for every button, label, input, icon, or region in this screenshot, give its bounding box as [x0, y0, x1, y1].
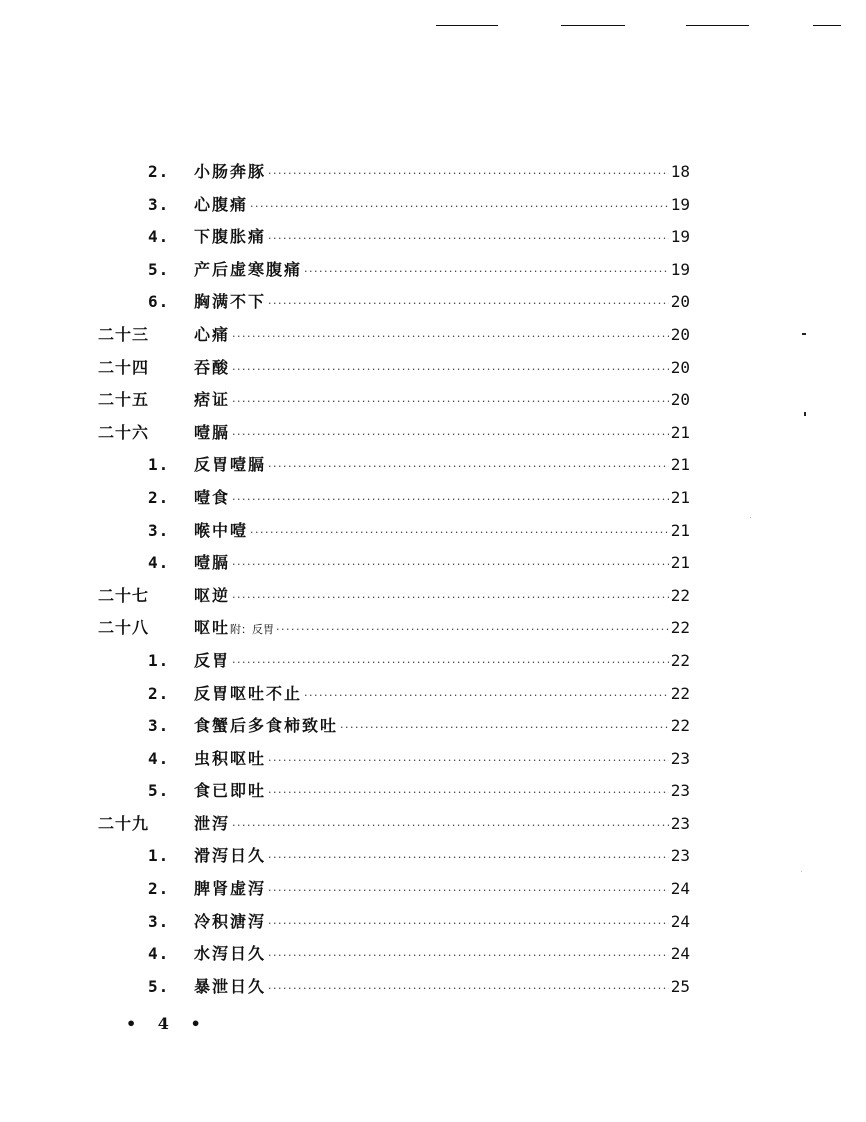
dot-leader — [304, 680, 669, 713]
entry-title-text: 产后虚寒腹痛 — [194, 259, 303, 279]
entry-number: 2. — [148, 683, 170, 703]
entry-title — [194, 873, 266, 906]
entry-title-text: 泄泻 — [194, 813, 231, 833]
dot-leader — [232, 354, 669, 387]
entry-title — [194, 743, 266, 776]
entry-title-text: 喉中噎 — [194, 520, 249, 540]
entry-page-number: 21 — [670, 487, 690, 507]
header-rule — [686, 25, 749, 27]
header-rule — [436, 25, 498, 27]
entry-number: 二十四 — [98, 357, 150, 377]
entry-title-text: 痞证 — [194, 390, 231, 410]
speck — [801, 871, 802, 872]
entry-title — [194, 645, 230, 678]
entry-number: 3. — [148, 194, 170, 214]
dot-leader — [268, 842, 669, 875]
entry-title-text: 反胃 — [194, 650, 231, 670]
entry-number: 1. — [148, 455, 170, 475]
dot-leader — [304, 256, 669, 289]
entry-title-text: 脾肾虚泻 — [194, 879, 267, 899]
entry-page-number: 22 — [670, 650, 690, 670]
entry-title-text: 胸满不下 — [194, 292, 267, 312]
entry-title — [194, 482, 230, 515]
entry-title-text: 暴泄日久 — [194, 976, 267, 996]
entry-title — [194, 938, 266, 971]
entry-title — [194, 254, 302, 287]
entry-number: 二十七 — [98, 585, 150, 605]
entry-title-text: 反胃噎膈 — [194, 455, 267, 475]
toc-section-entry — [98, 547, 690, 580]
entry-page-number: 20 — [670, 324, 690, 344]
entry-title — [194, 971, 266, 1004]
entry-number: 6. — [148, 292, 170, 312]
toc-section-entry — [98, 286, 690, 319]
entry-page-number: 21 — [670, 422, 690, 442]
entry-number: 1. — [148, 846, 170, 866]
entry-title-text: 食蟹后多食柿致吐 — [194, 716, 339, 736]
toc-section-entry — [98, 743, 690, 776]
entry-title — [194, 710, 338, 743]
entry-number: 4. — [148, 944, 170, 964]
dot-leader — [268, 451, 669, 484]
dot-leader — [268, 875, 669, 908]
entry-title — [194, 808, 230, 841]
entry-number: 3. — [148, 716, 170, 736]
entry-title — [194, 417, 230, 450]
toc-section-entry — [98, 156, 690, 189]
entry-title — [194, 840, 266, 873]
dot-leader — [232, 419, 669, 452]
speck — [804, 412, 806, 416]
dot-leader — [268, 908, 669, 941]
entry-number: 3. — [148, 520, 170, 540]
entry-title-text: 噎膈 — [194, 422, 231, 442]
entry-page-number: 19 — [670, 259, 690, 279]
entry-title — [194, 384, 230, 417]
entry-page-number: 21 — [670, 455, 690, 475]
entry-title-text: 噎食 — [194, 487, 231, 507]
entry-number: 5. — [148, 259, 170, 279]
entry-page-number: 24 — [670, 944, 690, 964]
entry-title-text: 冷积溏泻 — [194, 911, 267, 931]
entry-note: 附：反胃 — [230, 623, 275, 637]
entry-number: 2. — [148, 162, 170, 181]
entry-number: 二十六 — [98, 422, 150, 442]
entry-title — [194, 906, 266, 939]
entry-number: 4. — [148, 227, 170, 247]
toc-chapter-entry — [98, 384, 690, 417]
entry-page-number: 21 — [670, 553, 690, 573]
dot-leader — [268, 223, 669, 256]
toc-chapter-entry — [98, 352, 690, 385]
toc-section-entry — [98, 515, 690, 548]
speck — [802, 333, 806, 335]
entry-page-number: 23 — [670, 748, 690, 768]
toc-section-entry — [98, 710, 690, 743]
entry-title-text: 滑泻日久 — [194, 846, 267, 866]
toc-chapter-entry — [98, 417, 690, 450]
toc-chapter-entry — [98, 319, 690, 352]
entry-title-text: 噎膈 — [194, 553, 231, 573]
table-of-contents — [98, 156, 690, 1003]
entry-number: 5. — [148, 976, 170, 996]
dot-leader — [276, 614, 669, 647]
entry-number: 5. — [148, 781, 170, 801]
dot-leader — [268, 288, 669, 321]
entry-title-text: 反胃呕吐不止 — [194, 683, 303, 703]
entry-title — [194, 286, 266, 319]
entry-page-number: 19 — [670, 194, 690, 214]
entry-title-text: 呕吐 — [194, 618, 231, 638]
page-number: • 4 • — [126, 1014, 209, 1033]
entry-title-text: 吞酸 — [194, 357, 231, 377]
entry-page-number: 22 — [670, 618, 690, 638]
toc-section-entry — [98, 482, 690, 515]
entry-page-number: 21 — [670, 520, 690, 540]
toc-section-entry — [98, 645, 690, 678]
header-rule — [561, 25, 625, 27]
entry-page-number: 20 — [670, 390, 690, 410]
dot-leader — [232, 647, 669, 680]
entry-page-number: 19 — [670, 227, 690, 247]
entry-title — [194, 221, 266, 254]
dot-leader — [268, 158, 669, 191]
toc-section-entry — [98, 221, 690, 254]
entry-page-number: 23 — [670, 846, 690, 866]
toc-chapter-entry — [98, 612, 690, 645]
entry-number: 二十三 — [98, 324, 150, 344]
dot-leader — [232, 582, 669, 615]
header-rule — [813, 25, 841, 27]
entry-number: 2. — [148, 487, 170, 507]
entry-title-text: 下腹胀痛 — [194, 227, 267, 247]
entry-page-number: 25 — [670, 976, 690, 996]
toc-chapter-entry — [98, 580, 690, 613]
speck — [750, 517, 751, 518]
toc-section-entry — [98, 938, 690, 971]
entry-title — [194, 449, 266, 482]
dot-leader — [250, 191, 669, 224]
entry-number: 二十八 — [98, 618, 150, 638]
dot-leader — [232, 549, 669, 582]
entry-title-text: 心痛 — [194, 324, 231, 344]
entry-page-number: 23 — [670, 813, 690, 833]
entry-page-number: 24 — [670, 879, 690, 899]
toc-section-entry — [98, 189, 690, 222]
dot-leader — [268, 777, 669, 810]
entry-title — [194, 515, 248, 548]
entry-title-text: 食已即吐 — [194, 781, 267, 801]
dot-leader — [232, 810, 669, 843]
entry-page-number: 20 — [670, 357, 690, 377]
entry-title-text: 小肠奔豚 — [194, 162, 267, 181]
dot-leader — [268, 940, 669, 973]
toc-section-entry — [98, 840, 690, 873]
entry-page-number: 23 — [670, 781, 690, 801]
entry-page-number: 18 — [670, 162, 690, 181]
entry-title — [194, 678, 302, 711]
dot-leader — [250, 517, 669, 550]
entry-title — [194, 612, 274, 647]
dot-leader — [232, 386, 669, 419]
entry-page-number: 20 — [670, 292, 690, 312]
entry-page-number: 22 — [670, 683, 690, 703]
entry-title — [194, 580, 230, 613]
entry-page-number: 24 — [670, 911, 690, 931]
entry-number: 3. — [148, 911, 170, 931]
dot-leader — [232, 321, 669, 354]
dot-leader — [340, 712, 669, 745]
toc-chapter-entry — [98, 808, 690, 841]
entry-number: 4. — [148, 748, 170, 768]
entry-number: 二十九 — [98, 813, 150, 833]
toc-section-entry — [98, 873, 690, 906]
entry-number: 1. — [148, 650, 170, 670]
entry-page-number: 22 — [670, 716, 690, 736]
dot-leader — [232, 484, 669, 517]
entry-page-number: 22 — [670, 585, 690, 605]
entry-number: 2. — [148, 879, 170, 899]
entry-title — [194, 775, 266, 808]
entry-number: 4. — [148, 553, 170, 573]
entry-title-text: 心腹痛 — [194, 194, 249, 214]
entry-title — [194, 547, 230, 580]
dot-leader — [268, 745, 669, 778]
toc-section-entry — [98, 449, 690, 482]
entry-title — [194, 352, 230, 385]
toc-section-entry — [98, 678, 690, 711]
entry-title — [194, 189, 248, 222]
entry-title-text: 呕逆 — [194, 585, 231, 605]
toc-section-entry — [98, 906, 690, 939]
entry-title — [194, 156, 266, 189]
toc-section-entry — [98, 971, 690, 1004]
dot-leader — [268, 973, 669, 1006]
entry-number: 二十五 — [98, 390, 150, 410]
toc-section-entry — [98, 254, 690, 287]
entry-title — [194, 319, 230, 352]
entry-title-text: 虫积呕吐 — [194, 748, 267, 768]
entry-title-text: 水泻日久 — [194, 944, 267, 964]
toc-section-entry — [98, 775, 690, 808]
